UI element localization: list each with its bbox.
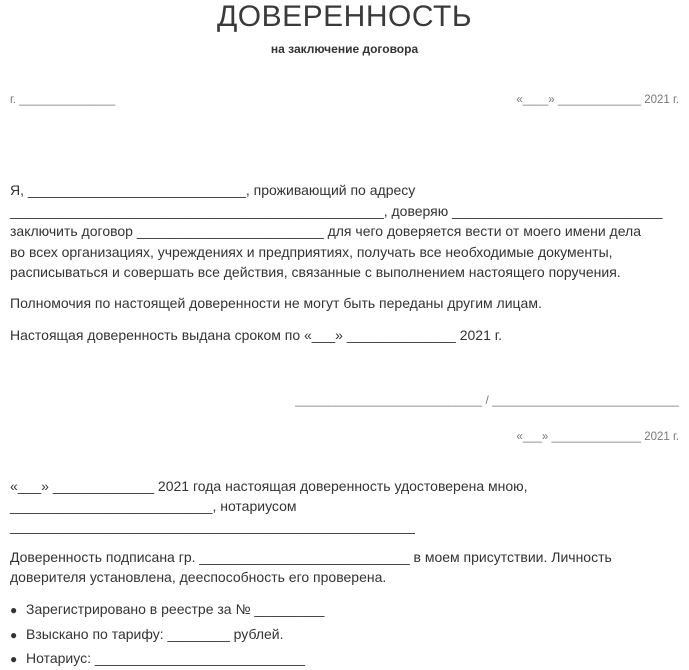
list-item	[10, 624, 284, 645]
body-line-2: ________________________________________________, доверяю ___________________________	[10, 203, 663, 219]
notary-line-5: доверителя установлена, дееспособность его проверена.	[10, 569, 387, 585]
registry-text: Зарегистрировано в реестре за № _________	[26, 601, 325, 617]
city-field: г. _______________	[10, 94, 116, 106]
body-line-1: Я, ____________________________, проживающий по адресу	[10, 182, 416, 198]
notary-line-3: ____________________________________________________	[10, 518, 415, 534]
notary-line-4: Доверенность подписана гр. ___________________________ в моем присутствии. Личность	[10, 549, 612, 565]
date-field: «____» _____________ 2021 г.	[516, 94, 679, 106]
body-line-3: заключить договор ________________________ для чего доверяется вести от моего имени дела	[10, 223, 641, 239]
term-paragraph: Настоящая доверенность выдана сроком по «___» ______________ 2021 г.	[10, 327, 503, 343]
notary-line-2: __________________________, нотариусом	[10, 498, 297, 514]
tariff-text: Взыскано по тарифу: ________ рублей.	[26, 626, 284, 642]
list-item	[10, 648, 305, 669]
notary-sign-text: Нотариус: ___________________________	[26, 650, 306, 666]
notary-line-1: «___» _____________ 2021 года настоящая доверенность удостоверена мною,	[10, 478, 528, 494]
signature-date: «___» ______________ 2021 г.	[516, 431, 679, 443]
document-subtitle: на заключение договора	[270, 42, 419, 56]
document-title: ДОВЕРЕННОСТЬ	[216, 0, 473, 33]
list-item	[10, 599, 324, 620]
signature-line: ____________________________ / ____________________________	[295, 393, 679, 407]
body-line-4: во всех организациях, учреждениях и предприятиях, получать все необходимые документы,	[10, 244, 613, 260]
bullet-icon: ●	[10, 603, 18, 617]
bullet-icon: ●	[10, 652, 18, 666]
body-line-5: расписываться и совершать все действия, связанные с выполнением настоящего поручения.	[10, 264, 621, 280]
bullet-icon: ●	[10, 628, 18, 642]
powers-paragraph: Полномочия по настоящей доверенности не могут быть переданы другим лицам.	[10, 295, 542, 311]
